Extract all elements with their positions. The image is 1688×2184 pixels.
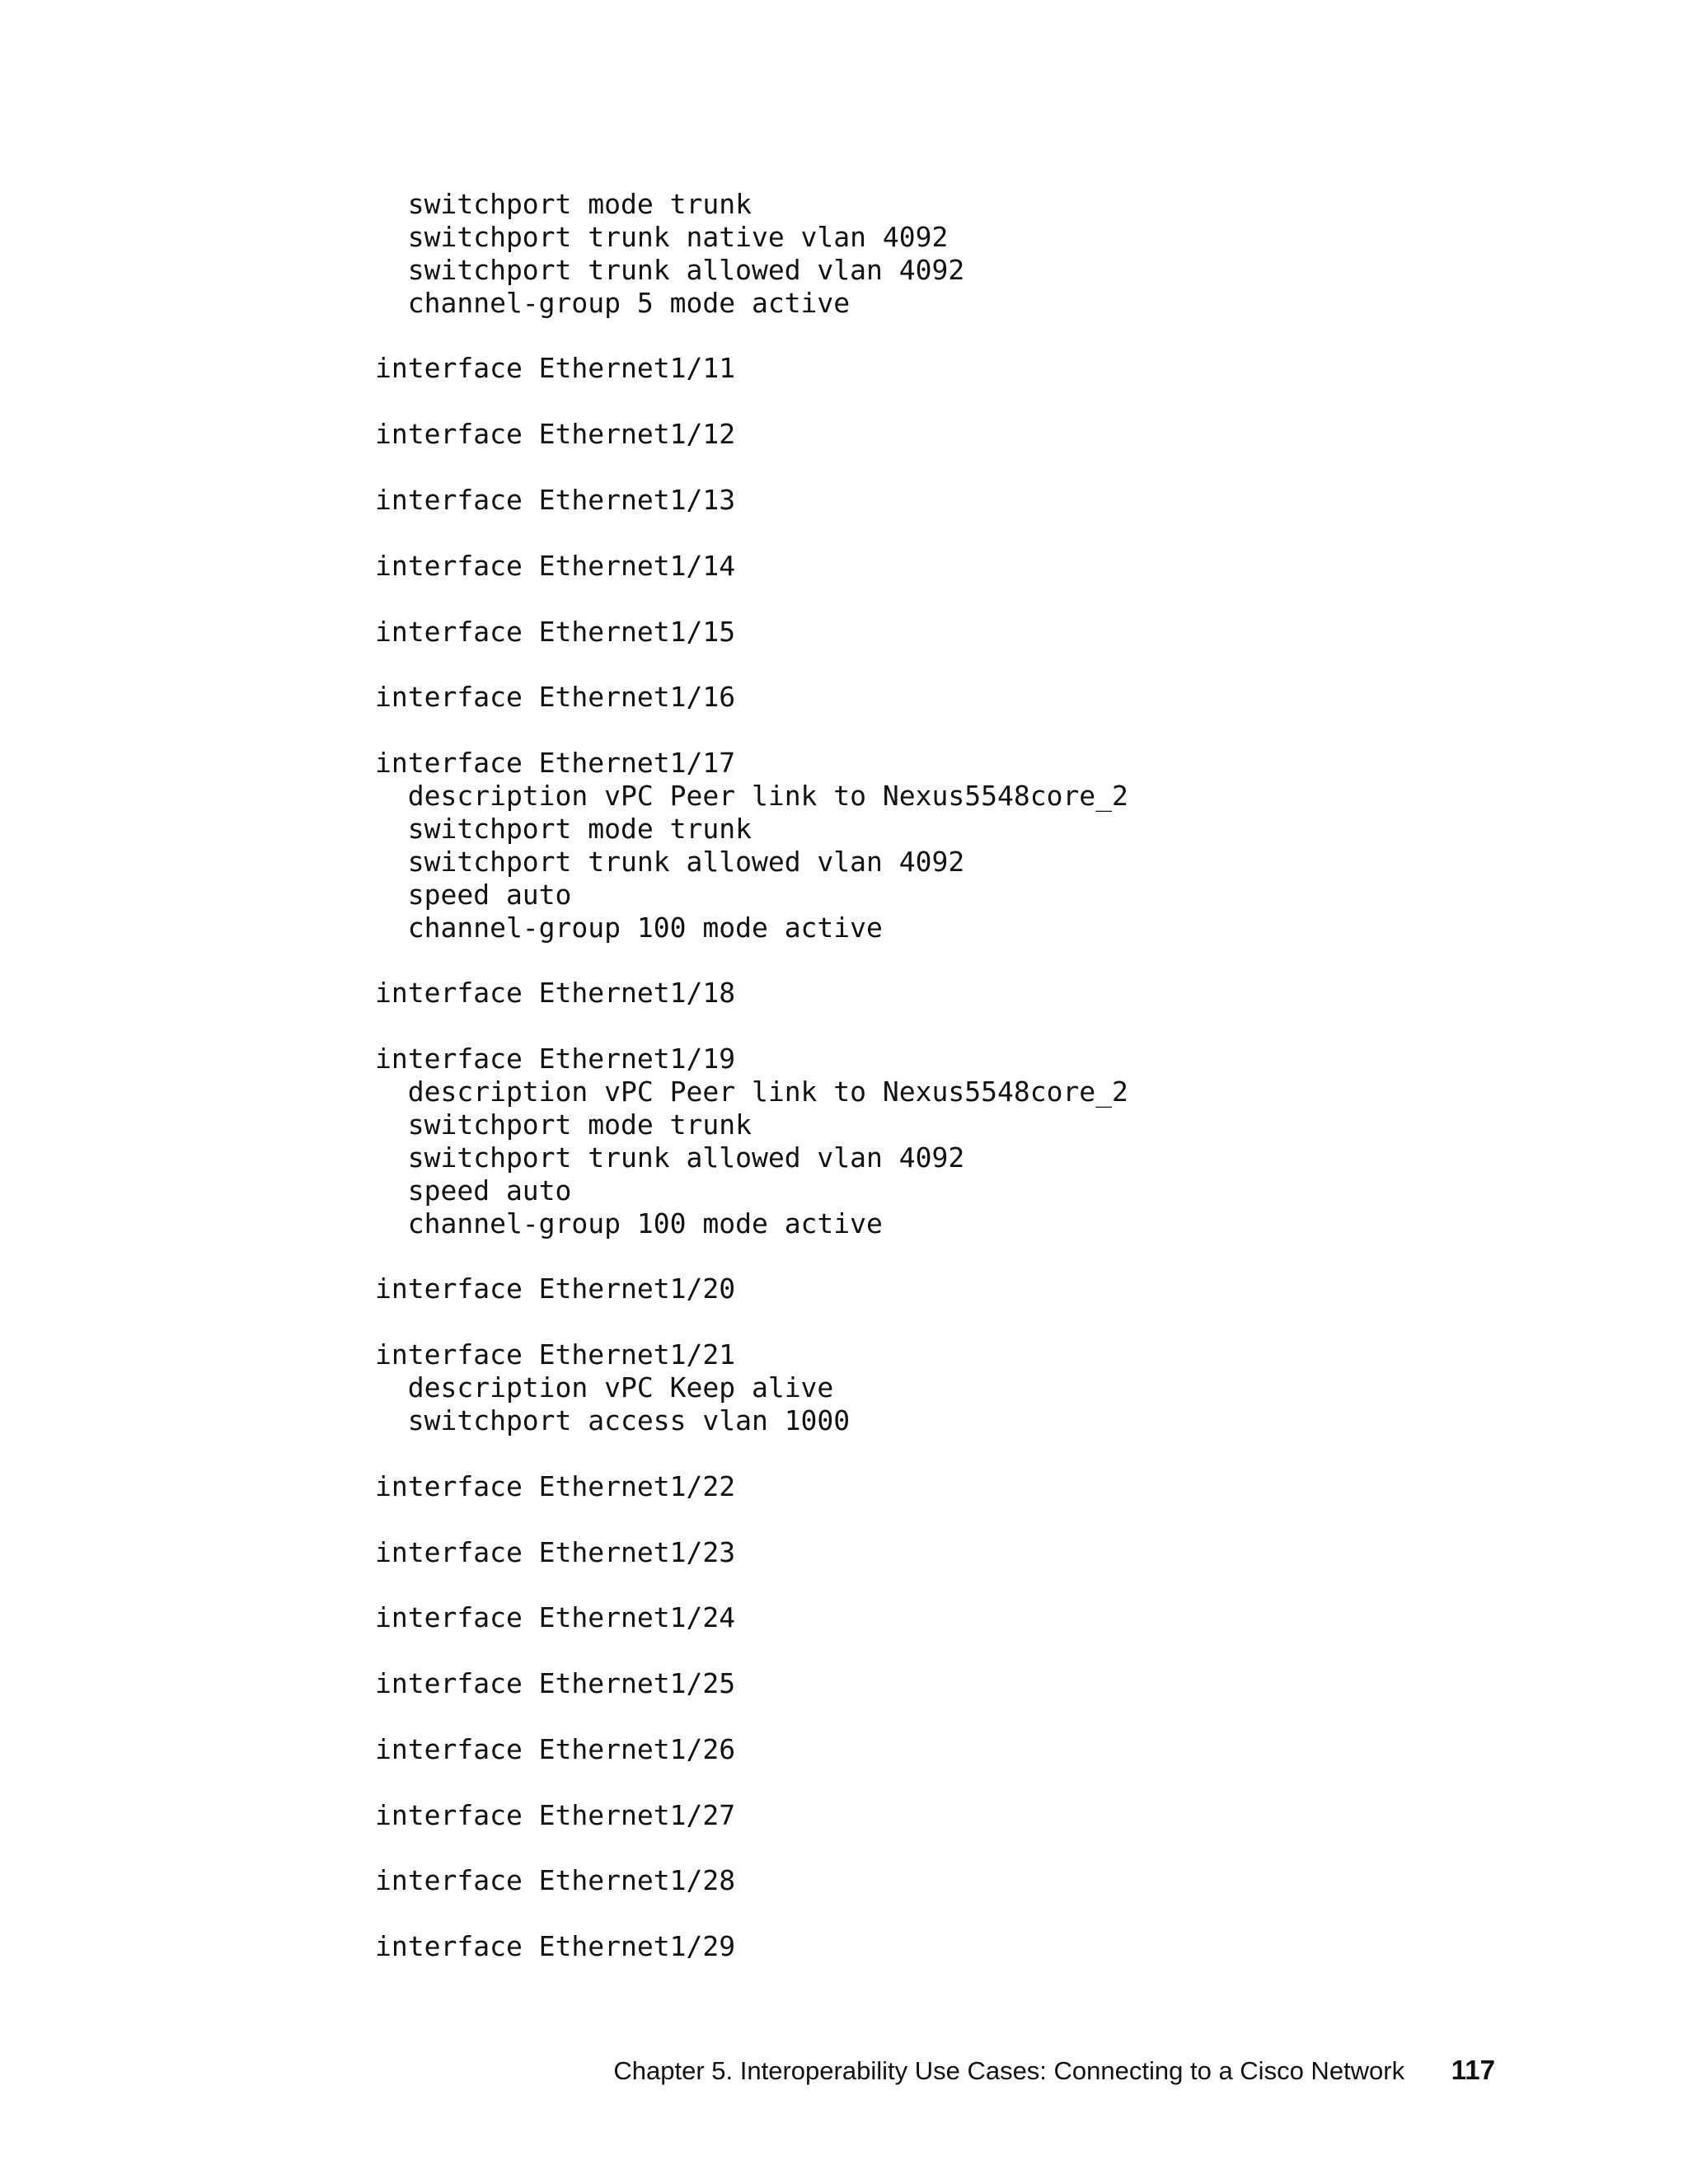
- blank-line: [375, 451, 1128, 484]
- code-line: description vPC Peer link to Nexus5548core_2: [375, 780, 1128, 813]
- blank-line: [375, 517, 1128, 550]
- blank-line: [375, 1897, 1128, 1930]
- blank-line: [375, 320, 1128, 353]
- code-line: interface Ethernet1/28: [375, 1864, 736, 1897]
- code-line: speed auto: [375, 878, 572, 911]
- code-line: interface Ethernet1/24: [375, 1601, 736, 1634]
- blank-line: [375, 385, 1128, 418]
- code-line: switchport trunk native vlan 4092: [375, 220, 949, 253]
- blank-line: [375, 648, 1128, 681]
- code-line: interface Ethernet1/22: [375, 1469, 736, 1502]
- code-line: description vPC Peer link to Nexus5548core_2: [375, 1076, 1128, 1108]
- footer-chapter-title: Chapter 5. Interoperability Use Cases: Connecting to a Cisco Network: [613, 2056, 1405, 2085]
- code-line: interface Ethernet1/23: [375, 1535, 736, 1568]
- code-line: switchport trunk allowed vlan 4092: [375, 845, 965, 878]
- code-line: interface Ethernet1/15: [375, 615, 736, 648]
- blank-line: [375, 1568, 1128, 1601]
- code-line: speed auto: [375, 1174, 572, 1207]
- page-footer: [0, 2055, 1495, 2086]
- code-line: interface Ethernet1/26: [375, 1732, 736, 1765]
- code-line: interface Ethernet1/18: [375, 977, 736, 1010]
- code-line: switchport access vlan 1000: [375, 1404, 851, 1436]
- code-line: switchport mode trunk: [375, 1108, 752, 1141]
- code-line: interface Ethernet1/12: [375, 418, 736, 451]
- code-line: interface Ethernet1/16: [375, 681, 736, 714]
- blank-line: [375, 583, 1128, 616]
- config-code-block: [375, 188, 1128, 1963]
- blank-line: [375, 1700, 1128, 1733]
- blank-line: [375, 1503, 1128, 1536]
- code-line: channel-group 5 mode active: [375, 286, 851, 319]
- blank-line: [375, 944, 1128, 977]
- blank-line: [375, 1240, 1128, 1273]
- blank-line: [375, 1832, 1128, 1865]
- code-line: switchport trunk allowed vlan 4092: [375, 253, 965, 286]
- code-line: interface Ethernet1/20: [375, 1272, 736, 1305]
- code-line: description vPC Keep alive: [375, 1371, 834, 1404]
- code-line: interface Ethernet1/27: [375, 1798, 736, 1831]
- code-line: interface Ethernet1/21: [375, 1338, 736, 1371]
- code-line: interface Ethernet1/19: [375, 1043, 736, 1076]
- blank-line: [375, 714, 1128, 747]
- code-line: interface Ethernet1/17: [375, 747, 736, 780]
- code-line: interface Ethernet1/11: [375, 352, 736, 385]
- code-line: switchport mode trunk: [375, 812, 752, 845]
- code-line: interface Ethernet1/29: [375, 1930, 736, 1963]
- code-line: channel-group 100 mode active: [375, 911, 883, 944]
- blank-line: [375, 1437, 1128, 1470]
- footer-page-number: 117: [1451, 2055, 1495, 2085]
- blank-line: [375, 1634, 1128, 1667]
- blank-line: [375, 1766, 1128, 1799]
- code-line: interface Ethernet1/14: [375, 549, 736, 582]
- blank-line: [375, 1010, 1128, 1043]
- code-line: interface Ethernet1/25: [375, 1667, 736, 1700]
- code-line: switchport trunk allowed vlan 4092: [375, 1141, 965, 1174]
- code-line: interface Ethernet1/13: [375, 484, 736, 517]
- code-line: switchport mode trunk: [375, 188, 752, 220]
- blank-line: [375, 1305, 1128, 1338]
- code-line: channel-group 100 mode active: [375, 1207, 883, 1240]
